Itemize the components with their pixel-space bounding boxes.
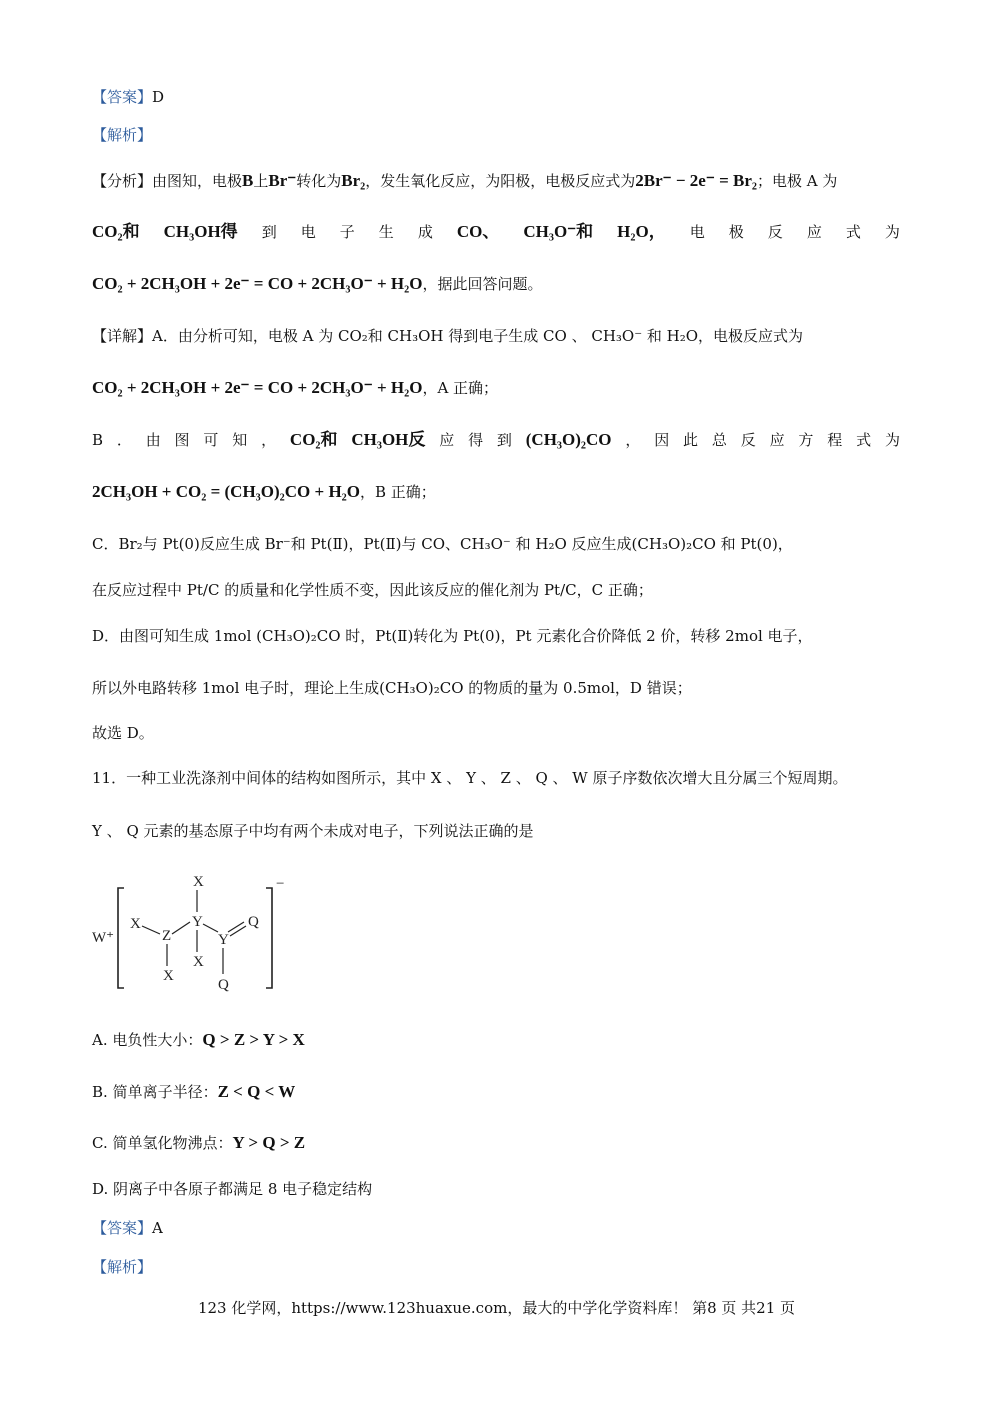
token: 总: [711, 431, 727, 449]
equation: 2Br⁻ − 2e⁻ = Br₂: [635, 171, 757, 190]
formula: B: [242, 171, 254, 190]
token: ．: [116, 431, 132, 449]
option-text: 阴离子中各原子都满足 8 电子稳定结构: [113, 1180, 373, 1198]
equation: 2CH₃OH + CO₂ = (CH₃O)₂CO + H₂O: [92, 482, 360, 501]
atom-x-top: X: [193, 874, 204, 890]
right-bracket: [266, 888, 272, 988]
detail-c-line-2: 在反应过程中 Pt/C 的质量和化学性质不变，因此该反应的催化剂为 Pt/C，C 正确；: [92, 581, 653, 599]
token: 为: [884, 223, 900, 241]
option-label: C.: [92, 1134, 108, 1152]
text: ，A 正确；: [422, 379, 499, 397]
atom-q-single: Q: [218, 977, 229, 993]
option-text: 简单离子半径：: [112, 1083, 218, 1101]
answer-11: [92, 1217, 163, 1239]
token: 图: [174, 431, 190, 449]
answer-10: [92, 86, 164, 108]
answer-value: A: [152, 1219, 163, 1237]
text: 上: [253, 172, 269, 190]
option-a: [92, 1029, 305, 1051]
token: B: [92, 431, 104, 449]
token: 知: [232, 431, 248, 449]
token: 反: [740, 431, 756, 449]
token: ，: [261, 431, 277, 449]
token: CH₃OH反: [351, 430, 426, 449]
token: CH₃OH得: [163, 222, 238, 241]
question-11-line-1: 11．一种工业洗涤剂中间体的结构如图所示，其中 X 、 Y 、 Z 、 Q 、 W 原子序数依次增大且分属三个短周期。: [92, 769, 848, 787]
token: 生: [378, 223, 394, 241]
token: 为: [884, 431, 900, 449]
token: CH₃O⁻和: [523, 222, 594, 241]
detail-a-line-2: [92, 377, 498, 399]
conclusion: 故选 D。: [92, 724, 154, 742]
analysis-tag: 【分析】: [92, 172, 153, 190]
atom-x-bottom: X: [193, 954, 204, 970]
page-footer: 123 化学网，https://www.123huaxue.com，最大的中学化学资料库！ 第8 页 共21 页: [197, 1299, 796, 1317]
token: 反: [767, 223, 783, 241]
token: 式: [856, 431, 872, 449]
cation-label: W⁺: [92, 930, 115, 946]
token: 到: [261, 223, 277, 241]
token: CO₂和: [92, 222, 140, 241]
token: 得: [468, 431, 484, 449]
analysis-line-2: [92, 221, 900, 243]
text: ；电极 A 为: [757, 172, 838, 190]
atom-x: X: [130, 916, 141, 932]
option-b: [92, 1081, 295, 1103]
analysis-line-1: [92, 170, 837, 192]
structure-diagram: [90, 868, 310, 998]
atom-y-center: Y: [192, 914, 203, 930]
text: 由图知，电极: [152, 172, 243, 190]
token: 子: [339, 223, 355, 241]
text: ，据此回答问题。: [422, 275, 543, 293]
option-text: 简单氢化物沸点：: [112, 1134, 233, 1152]
token: 极: [728, 223, 744, 241]
analysis-line-3: [92, 273, 542, 295]
detail-b-line-2: [92, 481, 436, 503]
token: 式: [845, 223, 861, 241]
token: 程: [827, 431, 843, 449]
token: H₂O，: [617, 222, 666, 241]
option-label: B.: [92, 1083, 108, 1101]
option-c: [92, 1132, 305, 1154]
token: 由: [145, 431, 161, 449]
atom-z: Z: [162, 928, 172, 944]
left-bracket: [118, 888, 124, 988]
detail-b-line-1: [92, 429, 900, 451]
equation: CO₂ + 2CH₃OH + 2e⁻ = CO + 2CH₃O⁻ + H₂O: [92, 378, 423, 397]
detail-d-line-1: D．由图可知生成 1mol (CH₃O)₂CO 时，Pt(Ⅱ)转化为 Pt(0)，Pt 元素化合价降低 2 价，转移 2mol 电子，: [92, 627, 813, 645]
text: A．由分析可知，电极 A 为 CO₂和 CH₃OH 得到电子生成 CO 、 CH₃O⁻ 和 H₂O，电极反应式为: [152, 327, 804, 345]
token: 方: [798, 431, 814, 449]
token: CO、: [456, 222, 500, 241]
question-11-line-2: Y 、 Q 元素的基态原子中均有两个未成对电子，下列说法正确的是: [92, 822, 534, 840]
text: ，发生氧化反应，为阳极，电极反应式为: [365, 172, 636, 190]
jiexi-heading: 【解析】: [92, 126, 153, 144]
jiexi-heading-11: 【解析】: [92, 1258, 153, 1276]
token: 到: [496, 431, 512, 449]
equation: CO₂ + 2CH₃OH + 2e⁻ = CO + 2CH₃O⁻ + H₂O: [92, 274, 423, 293]
option-text: 电负性大小：: [112, 1031, 203, 1049]
detail-tag: 【详解】: [92, 327, 153, 345]
token: 因: [654, 431, 670, 449]
option-expr: Y > Q > Z: [232, 1133, 306, 1152]
text: 转化为: [296, 172, 342, 190]
token: 成: [417, 223, 433, 241]
detail-a-line-1: [92, 325, 803, 347]
answer-value: D: [152, 88, 165, 106]
token: 电: [300, 223, 316, 241]
option-d: [92, 1178, 372, 1200]
token: CO₂和: [289, 430, 338, 449]
token: 应: [769, 431, 785, 449]
option-label: A.: [92, 1031, 108, 1049]
token: 电: [689, 223, 705, 241]
option-label: D.: [92, 1180, 109, 1198]
atom-x-z: X: [163, 968, 174, 984]
detail-c-line-1: C．Br₂与 Pt(0)反应生成 Br⁻和 Pt(Ⅱ)，Pt(Ⅱ)与 CO、CH₃O⁻ 和 H₂O 反应生成(CH₃O)₂CO 和 Pt(0)，: [92, 535, 793, 553]
token: 应: [806, 223, 822, 241]
atom-q-double: Q: [248, 914, 259, 930]
answer-label: 【答案】: [92, 88, 153, 106]
token: 可: [203, 431, 219, 449]
text: ，B 正确；: [359, 483, 436, 501]
detail-d-line-2: 所以外电路转移 1mol 电子时，理论上生成(CH₃O)₂CO 的物质的量为 0.5mol，D 错误；: [92, 679, 692, 697]
formula: Br₂: [341, 171, 366, 190]
token: 应: [439, 431, 455, 449]
token: ，: [625, 431, 641, 449]
token: 此: [683, 431, 699, 449]
option-expr: Z < Q < W: [217, 1082, 296, 1101]
anion-charge: −: [276, 876, 285, 892]
option-expr: Q > Z > Y > X: [202, 1030, 305, 1049]
formula: Br⁻: [268, 171, 297, 190]
token: (CH₃O)₂CO: [525, 430, 612, 449]
atom-y-carbonyl: Y: [218, 932, 229, 948]
answer-label: 【答案】: [92, 1219, 153, 1237]
